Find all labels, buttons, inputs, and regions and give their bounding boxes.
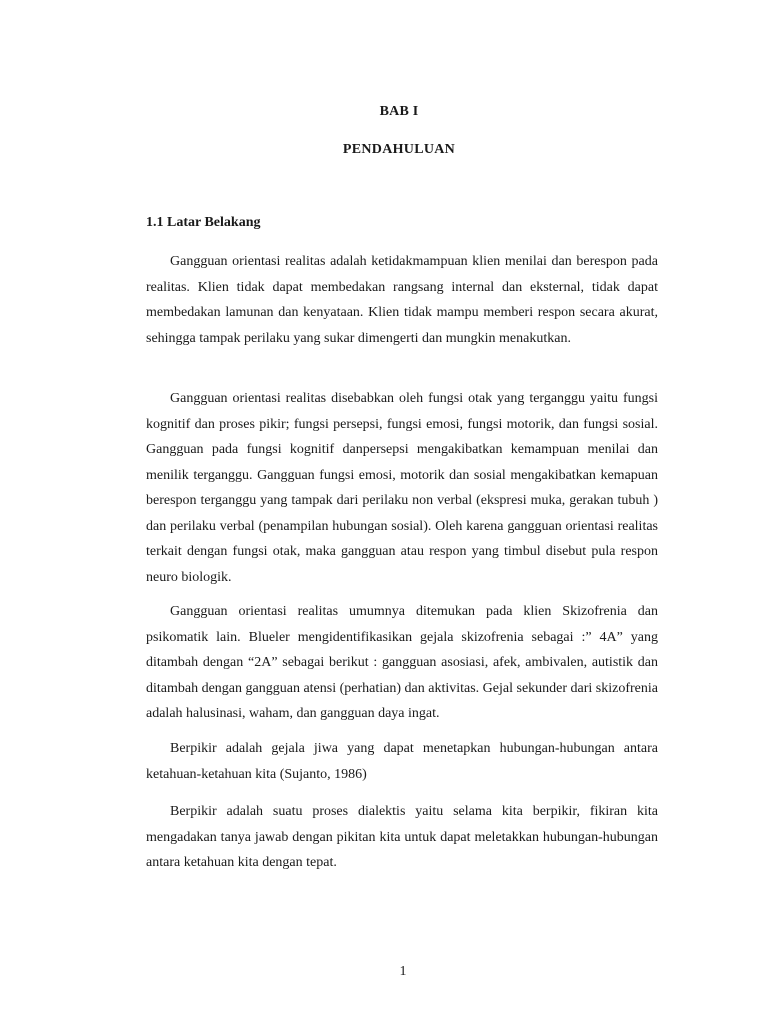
paragraph-3: Gangguan orientasi realitas umumnya ditemukan pada klien Skizofrenia dan psikomatik lain. Blueler mengidentifikasikan gejala skizofrenia sebagai :” 4A” yang ditambah dengan “2A” sebagai berikut : gangguan asosiasi, afek, ambivalen, autistik dan ditambah dengan gangguan atensi (perhatian) dan aktivitas. Gejal sekunder dari skizofrenia adalah halusinasi, waham, dan gangguan daya ingat. (146, 604, 658, 721)
section-title: 1.1 Latar Belakang (146, 215, 261, 230)
paragraph-4: Berpikir adalah gejala jiwa yang dapat menetapkan hubungan-hubungan antara ketahuan-ketahuan kita (Sujanto, 1986) (146, 741, 658, 782)
page-number: 1 (399, 964, 407, 979)
paragraph-1: Gangguan orientasi realitas adalah ketidakmampuan klien menilai dan berespon pada realitas. Klien tidak dapat membedakan rangsang internal dan eksternal, tidak dapat membedakan lamunan dan kenyataan. Klien tidak mampu memberi respon secara akurat, sehingga tampak perilaku yang sukar dimengerti dan mungkin menakutkan. (146, 254, 658, 346)
chapter-label: BAB I (379, 104, 419, 119)
chapter-title: PENDAHULUAN (342, 142, 456, 157)
paragraph-5: Berpikir adalah suatu proses dialektis yaitu selama kita berpikir, fikiran kita mengadakan tanya jawab dengan pikitan kita untuk dapat meletakkan hubungan-hubungan antara ketahuan kita dengan tepat. (146, 804, 658, 870)
paragraph-2: Gangguan orientasi realitas disebabkan oleh fungsi otak yang terganggu yaitu fungsi kognitif dan proses pikir; fungsi persepsi, fungsi emosi, fungsi motorik, dan fungsi sosial. Gangguan pada fungsi kognitif danpersepsi mengakibatkan kemampuan menilai dan menilik terganggu. Gangguan fungsi emosi, motorik dan sosial mengakibatkan kemapuan berespon terganggu yang tampak dari perilaku non verbal (ekspresi muka, gerakan tubuh ) dan perilaku verbal (penampilan hubungan sosial). Oleh karena gangguan orientasi realitas terkait dengan fungsi otak, maka gangguan atau respon yang timbul disebut pula respon neuro biologik. (146, 391, 658, 585)
